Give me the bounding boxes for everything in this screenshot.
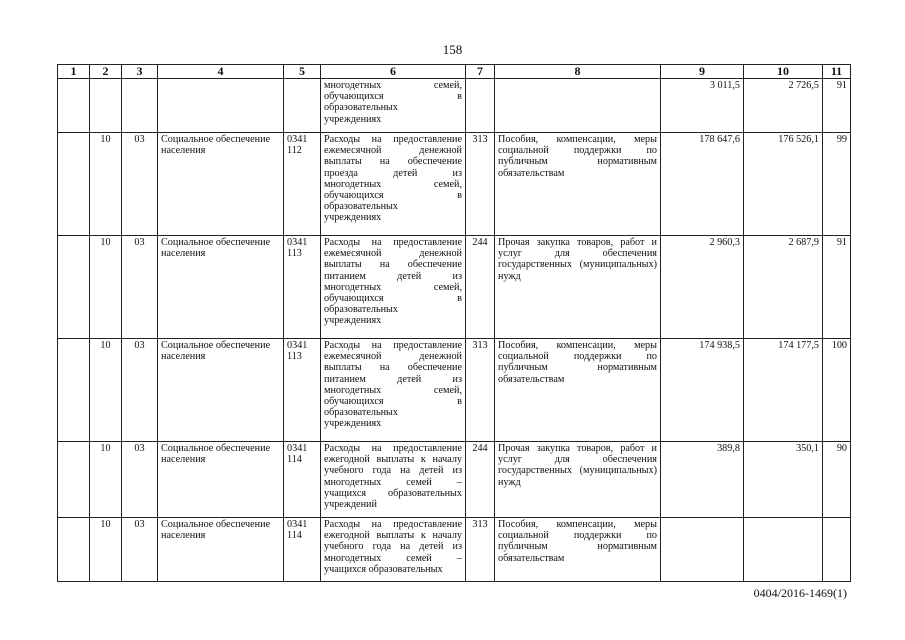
target-article-cell <box>284 79 321 133</box>
table-row <box>58 79 851 133</box>
description-line: учреждениях <box>324 418 382 430</box>
section-cell: 10 <box>90 518 122 582</box>
section-cell: 10 <box>90 236 122 339</box>
percent-cell: 90 <box>823 442 851 518</box>
expense-type-cell: 313 <box>466 133 495 236</box>
header-cell: 11 <box>823 65 851 79</box>
actual-amount-cell: 2 687,9 <box>744 236 823 339</box>
percent-cell: 100 <box>823 339 851 442</box>
expense-type-cell: 313 <box>466 518 495 582</box>
description-line: обучающихся в <box>324 190 462 202</box>
target-article-cell: 0341 114 <box>284 518 321 582</box>
description-line: ежегодной выплаты к началу <box>324 454 462 466</box>
description-line: Расходы на предоставление <box>324 237 462 248</box>
subsection-cell: 03 <box>122 518 158 582</box>
target-article-cell: 0341 113 <box>284 339 321 442</box>
actual-amount-cell <box>744 518 823 582</box>
percent-cell: 99 <box>823 133 851 236</box>
description-line: учащихся образовательных <box>324 487 462 499</box>
actual-amount-cell: 350,1 <box>744 442 823 518</box>
subsection-cell: 03 <box>122 442 158 518</box>
description-line: многодетных семей – <box>324 476 462 488</box>
table-row <box>58 133 851 236</box>
description-line: образовательных <box>324 304 398 316</box>
description-line: учебного года на детей из <box>324 541 462 553</box>
expense-name-cell: Прочая закупка товаров, работ и услуг для обеспечения государственных (муниципальных) нужд <box>495 236 661 339</box>
description-line: учебного года на детей из <box>324 465 462 477</box>
description-line: многодетных семей, <box>324 80 462 91</box>
description-line: обучающихся в <box>324 91 462 103</box>
description-line: ежегодной выплаты к началу <box>324 530 462 542</box>
target-article-cell: 0341 113 <box>284 236 321 339</box>
description-line: учреждений <box>324 499 377 511</box>
description-line: выплаты на обеспечение <box>324 362 462 374</box>
description-line: Расходы на предоставление <box>324 519 462 530</box>
description-line: ежемесячной денежной <box>324 248 462 260</box>
description-cell <box>321 79 466 133</box>
expense-name-cell: Пособия, компенсации, меры социальной поддержки по публичным нормативным обязательствам <box>495 339 661 442</box>
description-line: учреждениях <box>324 113 382 125</box>
header-cell: 3 <box>122 65 158 79</box>
description-line: выплаты на обеспечение <box>324 156 462 168</box>
section-cell <box>90 79 122 133</box>
percent-cell: 91 <box>823 79 851 133</box>
description-cell <box>321 339 466 442</box>
header-cell: 2 <box>90 65 122 79</box>
col1-cell <box>58 339 90 442</box>
description-line: питанием детей из <box>324 270 462 282</box>
section-cell: 10 <box>90 339 122 442</box>
description-line: образовательных <box>324 201 398 213</box>
header-cell: 9 <box>661 65 744 79</box>
percent-cell <box>823 518 851 582</box>
actual-amount-cell: 2 726,5 <box>744 79 823 133</box>
actual-amount-cell: 176 526,1 <box>744 133 823 236</box>
document-code: 0404/2016-1469(1) <box>753 586 847 600</box>
table-row <box>58 518 851 582</box>
header-row <box>58 65 851 79</box>
planned-amount-cell: 3 011,5 <box>661 79 744 133</box>
expense-name-cell: Пособия, компенсации, меры социальной поддержки по публичным нормативным обязательствам <box>495 133 661 236</box>
description-cell <box>321 442 466 518</box>
col1-cell <box>58 79 90 133</box>
budget-table <box>57 64 851 582</box>
expense-type-cell: 244 <box>466 442 495 518</box>
description-line: учреждениях <box>324 315 382 327</box>
description-line: проезда детей из <box>324 167 462 179</box>
expense-type-cell: 244 <box>466 236 495 339</box>
description-line: образовательных <box>324 407 398 419</box>
table-row <box>58 339 851 442</box>
target-article-cell: 0341 114 <box>284 442 321 518</box>
col1-cell <box>58 133 90 236</box>
page-number: 158 <box>442 42 463 57</box>
description-cell <box>321 518 466 582</box>
expense-name-cell <box>495 79 661 133</box>
description-line: обучающихся в <box>324 293 462 305</box>
planned-amount-cell <box>661 518 744 582</box>
description-line: многодетных семей – <box>324 552 462 564</box>
section-cell: 10 <box>90 133 122 236</box>
section-name-cell <box>158 79 284 133</box>
description-line: многодетных семей, <box>324 384 462 396</box>
description-line: многодетных семей, <box>324 281 462 293</box>
header-cell: 7 <box>466 65 495 79</box>
section-name-cell: Социальное обеспечение населения <box>158 339 284 442</box>
actual-amount-cell: 174 177,5 <box>744 339 823 442</box>
expense-name-cell: Пособия, компенсации, меры социальной поддержки по публичным нормативным обязательствам <box>495 518 661 582</box>
header-cell: 10 <box>744 65 823 79</box>
description-line: обучающихся в <box>324 396 462 408</box>
section-name-cell: Социальное обеспечение населения <box>158 133 284 236</box>
description-line: питанием детей из <box>324 373 462 385</box>
header-cell: 5 <box>284 65 321 79</box>
col1-cell <box>58 442 90 518</box>
section-name-cell: Социальное обеспечение населения <box>158 442 284 518</box>
col1-cell <box>58 518 90 582</box>
table-row <box>58 236 851 339</box>
description-line: Расходы на предоставление <box>324 443 462 454</box>
section-cell: 10 <box>90 442 122 518</box>
description-line: Расходы на предоставление <box>324 340 462 351</box>
planned-amount-cell: 174 938,5 <box>661 339 744 442</box>
description-cell <box>321 133 466 236</box>
header-cell: 1 <box>58 65 90 79</box>
target-article-cell: 0341 112 <box>284 133 321 236</box>
planned-amount-cell: 2 960,3 <box>661 236 744 339</box>
header-cell: 8 <box>495 65 661 79</box>
expense-name-cell: Прочая закупка товаров, работ и услуг для обеспечения государственных (муниципальных) нужд <box>495 442 661 518</box>
col1-cell <box>58 236 90 339</box>
subsection-cell: 03 <box>122 133 158 236</box>
header-cell: 6 <box>321 65 466 79</box>
expense-type-cell <box>466 79 495 133</box>
description-line: многодетных семей, <box>324 178 462 190</box>
description-line: ежемесячной денежной <box>324 145 462 157</box>
section-name-cell: Социальное обеспечение населения <box>158 518 284 582</box>
description-line: Расходы на предоставление <box>324 134 462 145</box>
subsection-cell: 03 <box>122 236 158 339</box>
expense-type-cell: 313 <box>466 339 495 442</box>
subsection-cell <box>122 79 158 133</box>
description-line: образовательных <box>324 102 398 114</box>
description-line: учащихся образовательных <box>324 563 443 575</box>
description-line: учреждениях <box>324 212 382 224</box>
subsection-cell: 03 <box>122 339 158 442</box>
description-line: выплаты на обеспечение <box>324 259 462 271</box>
planned-amount-cell: 178 647,6 <box>661 133 744 236</box>
planned-amount-cell: 389,8 <box>661 442 744 518</box>
header-cell: 4 <box>158 65 284 79</box>
section-name-cell: Социальное обеспечение населения <box>158 236 284 339</box>
description-cell <box>321 236 466 339</box>
table-row <box>58 442 851 518</box>
description-line: ежемесячной денежной <box>324 351 462 363</box>
percent-cell: 91 <box>823 236 851 339</box>
